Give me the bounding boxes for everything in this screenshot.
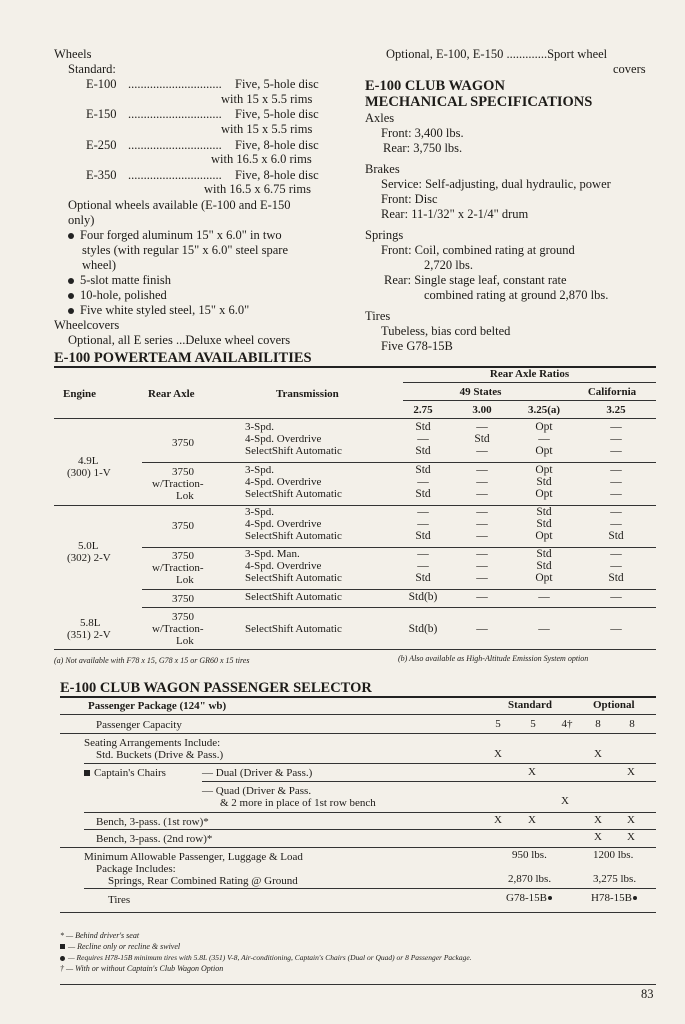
wheel-size: with 16.5 x 6.0 rims [211,152,312,166]
bullet-item: Five white styled steel, 15" x 6.0" [68,303,249,318]
mech-specs-title: MECHANICAL SPECIFICATIONS [365,94,593,110]
divider [142,547,656,548]
ratio-cell: — [417,518,429,530]
footnote: * — Behind driver's seat [60,931,140,940]
ratio-cell: — [417,548,429,560]
tires-std-value: G78-15B [506,892,552,905]
min-std-value: 950 lbs. [512,849,547,861]
ratio-cell: — [610,506,622,518]
wheel-desc: Five, 8-hole disc [235,138,319,152]
axle-label: Lok [176,574,194,586]
bullet-item: 10-hole, polished [68,288,167,303]
x-mark: X [627,831,635,843]
ratio-cell: — [610,433,622,445]
quad-label: & 2 more in place of 1st row bench [220,797,376,809]
ratio-cell: — [417,476,429,488]
ratio-cell: — [610,548,622,560]
bench-label: Bench, 3-pass. (1st row)* [96,816,209,828]
spec-line: Rear: 3,750 lbs. [383,141,463,155]
leader-dots: .............................. [128,138,222,152]
ratio-cell: — [476,572,488,584]
transmission-cell: SelectShift Automatic [245,445,342,457]
ratio-cell: Std [415,530,431,542]
ratio-cell: Opt [535,572,553,584]
ratio-cell: — [538,433,550,445]
bullet-item: 5-slot matte finish [68,273,171,288]
divider [84,763,656,764]
divider [54,649,656,650]
ratio-cell: Opt [535,530,553,542]
divider [54,418,656,419]
transmission-cell: SelectShift Automatic [245,591,342,603]
square-bullet-icon [60,944,65,949]
axle-label: 3750 [172,611,194,623]
bullet-icon [60,956,65,961]
wheel-size: with 15 x 5.5 rims [221,92,313,106]
seating-label: Std. Buckets (Drive & Pass.) [96,749,224,761]
ratio-cell: Std [415,488,431,500]
engine-label: (351) 2-V [67,629,111,641]
ratio-cell: — [476,548,488,560]
spec-line: Service: Self-adjusting, dual hydraulic, power [381,177,611,191]
capacity-value: 8 [629,718,635,730]
ratio-cell: — [476,488,488,500]
transmission-header: Transmission [276,388,339,400]
spec-heading: Springs [365,228,404,242]
divider [60,912,656,913]
ratio-cell: Std [415,572,431,584]
springs-opt-value: 3,275 lbs. [593,873,637,885]
wheel-desc: Five, 5-hole disc [235,107,319,121]
leader-dots: .............................. [128,77,222,91]
bullet-icon [68,293,74,299]
axle-label: w/Traction- [152,562,204,574]
ratio-cell: — [610,591,622,603]
transmission-cell: 3-Spd. [245,421,275,433]
leader-dots: .............................. [128,107,222,121]
capacity-value: 5 [530,718,536,730]
engine-label: (302) 2-V [67,552,111,564]
package-header: Passenger Package (124" wb) [88,700,227,712]
ratio-cell: — [610,421,622,433]
axle-label: Lok [176,490,194,502]
ratio-cell: Std [536,518,552,530]
ratio-cell: — [417,506,429,518]
powerteam-title: E-100 POWERTEAM AVAILABILITIES [54,350,312,366]
divider [142,589,656,590]
selector-title: E-100 CLUB WAGON PASSENGER SELECTOR [60,680,372,696]
ratio-cell: — [610,623,622,635]
bullet-item: Four forged aluminum 15" x 6.0" in two [68,228,282,243]
x-mark: X [528,814,536,826]
standard-header: Standard [508,699,553,711]
mech-specs-title: E-100 CLUB WAGON [365,78,505,94]
wheel-desc: Five, 8-hole disc [235,168,319,182]
ratio-cell: Std(b) [408,591,438,603]
wheel-model: E-100 [86,77,117,91]
x-mark: X [594,748,602,760]
ratio-cell: Std [474,433,490,445]
spec-heading: Axles [365,111,395,125]
bullet-item-cont: wheel) [82,258,117,272]
divider [142,462,656,463]
ratio-cell: — [476,421,488,433]
bench-label: Bench, 3-pass. (2nd row)* [96,833,213,845]
footnote: — Recline only or recline & swivel [60,942,180,952]
ratio-cell: — [417,433,429,445]
axle-label: 3750 [172,466,194,478]
divider [60,696,656,698]
bullet-icon [633,896,637,900]
captains-chairs-label: Captain's Chairs [84,767,166,780]
divider [202,781,656,782]
bullet-icon [68,308,74,314]
axle-label: 3750 [172,520,194,532]
ratio-cell: — [476,560,488,572]
divider [84,812,656,813]
tires-label: Tires [108,894,131,906]
min-opt-value: 1200 lbs. [593,849,634,861]
wheel-size: with 16.5 x 6.75 rims [204,182,311,196]
tires-opt-value: H78-15B [591,892,637,905]
ratio-header: 3.25(a) [527,404,561,416]
transmission-cell: SelectShift Automatic [245,572,342,584]
ratio-cell: Opt [535,445,553,457]
ratio-header: 3.00 [472,404,492,416]
engine-header: Engine [63,388,97,400]
wheel-desc: Five, 5-hole disc [235,77,319,91]
states-header: 49 States [459,386,502,398]
california-header: California [587,386,637,398]
footnote: † — With or without Captain's Club Wagon Option [60,964,224,973]
x-mark: X [594,814,602,826]
wheel-model: E-350 [86,168,117,182]
bullet-icon [548,896,552,900]
ratio-cell: — [538,623,550,635]
ratio-cell: — [610,445,622,457]
x-mark: X [494,814,502,826]
ratio-cell: Std [415,464,431,476]
ratio-cell: Std [415,421,431,433]
spec-heading: Tires [365,309,391,323]
divider [142,607,656,608]
spec-line: Tubeless, bias cord belted [381,324,511,338]
spec-line: combined rating at ground 2,870 lbs. [424,288,609,302]
spec-line: Front: 3,400 lbs. [381,126,464,140]
axle-label: w/Traction- [152,478,204,490]
x-mark: X [528,766,536,778]
ratio-cell: — [476,445,488,457]
ratio-cell: Std [536,476,552,488]
wheel-model: E-150 [86,107,117,121]
capacity-value: 8 [595,718,601,730]
bullet-item-cont: styles (with regular 15" x 6.0" steel spare [82,243,288,257]
capacity-label: Passenger Capacity [96,719,182,731]
ratio-cell: — [610,476,622,488]
spec-line: Rear: Single stage leaf, constant rate [384,273,567,287]
sport-wheel-covers-text: covers [613,62,646,76]
ratio-cell: Std [608,530,624,542]
ratio-cell: Std [536,506,552,518]
spec-line: Rear: 11-1/32" x 2-1/4" drum [381,207,529,221]
capacity-value: 5 [495,718,501,730]
axle-label: 3750 [172,437,194,449]
spec-line: Front: Disc [381,192,438,206]
divider [60,984,656,985]
wheels-heading: Wheels [54,47,92,61]
divider [84,829,656,830]
wheelcovers-heading: Wheelcovers [54,318,120,332]
ratio-cell: — [610,560,622,572]
ratio-header: 2.75 [413,404,433,416]
bullet-icon [68,278,74,284]
ratio-cell: — [476,476,488,488]
ratio-cell: — [417,560,429,572]
transmission-cell: 3-Spd. Man. [245,548,300,560]
axle-header: Rear Axle [148,388,195,400]
ratio-cell: — [610,518,622,530]
optional-header: Optional [593,699,635,711]
x-mark: X [627,814,635,826]
x-mark: X [494,748,502,760]
divider [60,733,656,734]
ratio-cell: Std [415,445,431,457]
ratio-cell: Opt [535,464,553,476]
optional-wheels-text: only) [68,213,95,227]
ratio-cell: Std [536,548,552,560]
engine-label: (300) 1-V [67,467,111,479]
ratio-cell: Std [536,560,552,572]
x-mark: X [561,795,569,807]
divider [403,382,656,383]
transmission-cell: 3-Spd. [245,464,275,476]
quad-label: — Quad (Driver & Pass. [202,785,312,797]
ratio-cell: Opt [535,488,553,500]
springs-std-value: 2,870 lbs. [508,873,552,885]
ratio-cell: — [476,518,488,530]
transmission-cell: SelectShift Automatic [245,623,342,635]
bullet-icon [68,233,74,239]
ratio-cell: Std(b) [408,623,438,635]
ratio-cell: — [538,591,550,603]
x-mark: X [627,766,635,778]
ratio-cell: — [476,530,488,542]
transmission-cell: 4-Spd. Overdrive [245,560,322,572]
axle-label: 3750 [172,550,194,562]
engine-label: 5.8L [80,617,101,629]
ratio-cell: — [610,464,622,476]
ratio-cell: — [476,591,488,603]
transmission-cell: SelectShift Automatic [245,530,342,542]
ratio-cell: — [476,623,488,635]
spec-heading: Brakes [365,162,400,176]
axle-label: Lok [176,635,194,647]
axle-label: 3750 [172,593,194,605]
package-includes-label: Package Includes: [96,863,176,875]
ratio-header: 3.25 [606,404,626,416]
wheel-size: with 15 x 5.5 rims [221,122,313,136]
footnote: — Requires H78-15B minimum tires with 5.8L (351) V-8, Air-conditioning, Captain's Chairs (Dual or Quad) or 8 Passenger Package. [60,953,472,963]
axle-label: w/Traction- [152,623,204,635]
divider [60,714,656,715]
transmission-cell: 4-Spd. Overdrive [245,518,322,530]
optional-wheels-text: Optional wheels available (E-100 and E-150 [68,198,291,212]
seating-label: Seating Arrangements Include: [84,737,221,749]
divider [60,847,656,848]
dual-label: — Dual (Driver & Pass.) [202,767,313,779]
wheels-standard-label: Standard: [68,62,116,76]
transmission-cell: 4-Spd. Overdrive [245,433,322,445]
min-allowable-label: Minimum Allowable Passenger, Luggage & Load [84,851,303,863]
ratios-header: Rear Axle Ratios [489,368,570,380]
ratio-cell: Opt [535,421,553,433]
spec-line: Front: Coil, combined rating at ground [381,243,575,257]
wheelcovers-text: Optional, all E series ...Deluxe wheel covers [68,333,291,347]
square-bullet-icon [84,770,90,776]
springs-label: Springs, Rear Combined Rating @ Ground [108,875,298,887]
ratio-cell: — [476,506,488,518]
engine-label: 5.0L [78,540,99,552]
page-number: 83 [641,987,654,1001]
footnote-a: (a) Not available with F78 x 15, G78 x 15 or GR60 x 15 tires [54,656,250,665]
spec-line: Five G78-15B [381,339,453,353]
divider [84,888,656,889]
ratio-cell: — [476,464,488,476]
leader-dots: .............................. [128,168,222,182]
divider [403,400,656,401]
ratio-cell: Std [608,572,624,584]
engine-label: 4.9L [78,455,99,467]
transmission-cell: 3-Spd. [245,506,275,518]
footnote-b: (b) Also available as High-Altitude Emission System option [398,654,589,663]
ratio-cell: — [610,488,622,500]
x-mark: X [594,831,602,843]
spec-line: 2,720 lbs. [424,258,473,272]
transmission-cell: 4-Spd. Overdrive [245,476,322,488]
capacity-value: 4† [561,718,573,730]
wheel-model: E-250 [86,138,117,152]
transmission-cell: SelectShift Automatic [245,488,342,500]
sport-wheel-covers-text: Optional, E-100, E-150 .............Sport wheel [386,47,608,61]
